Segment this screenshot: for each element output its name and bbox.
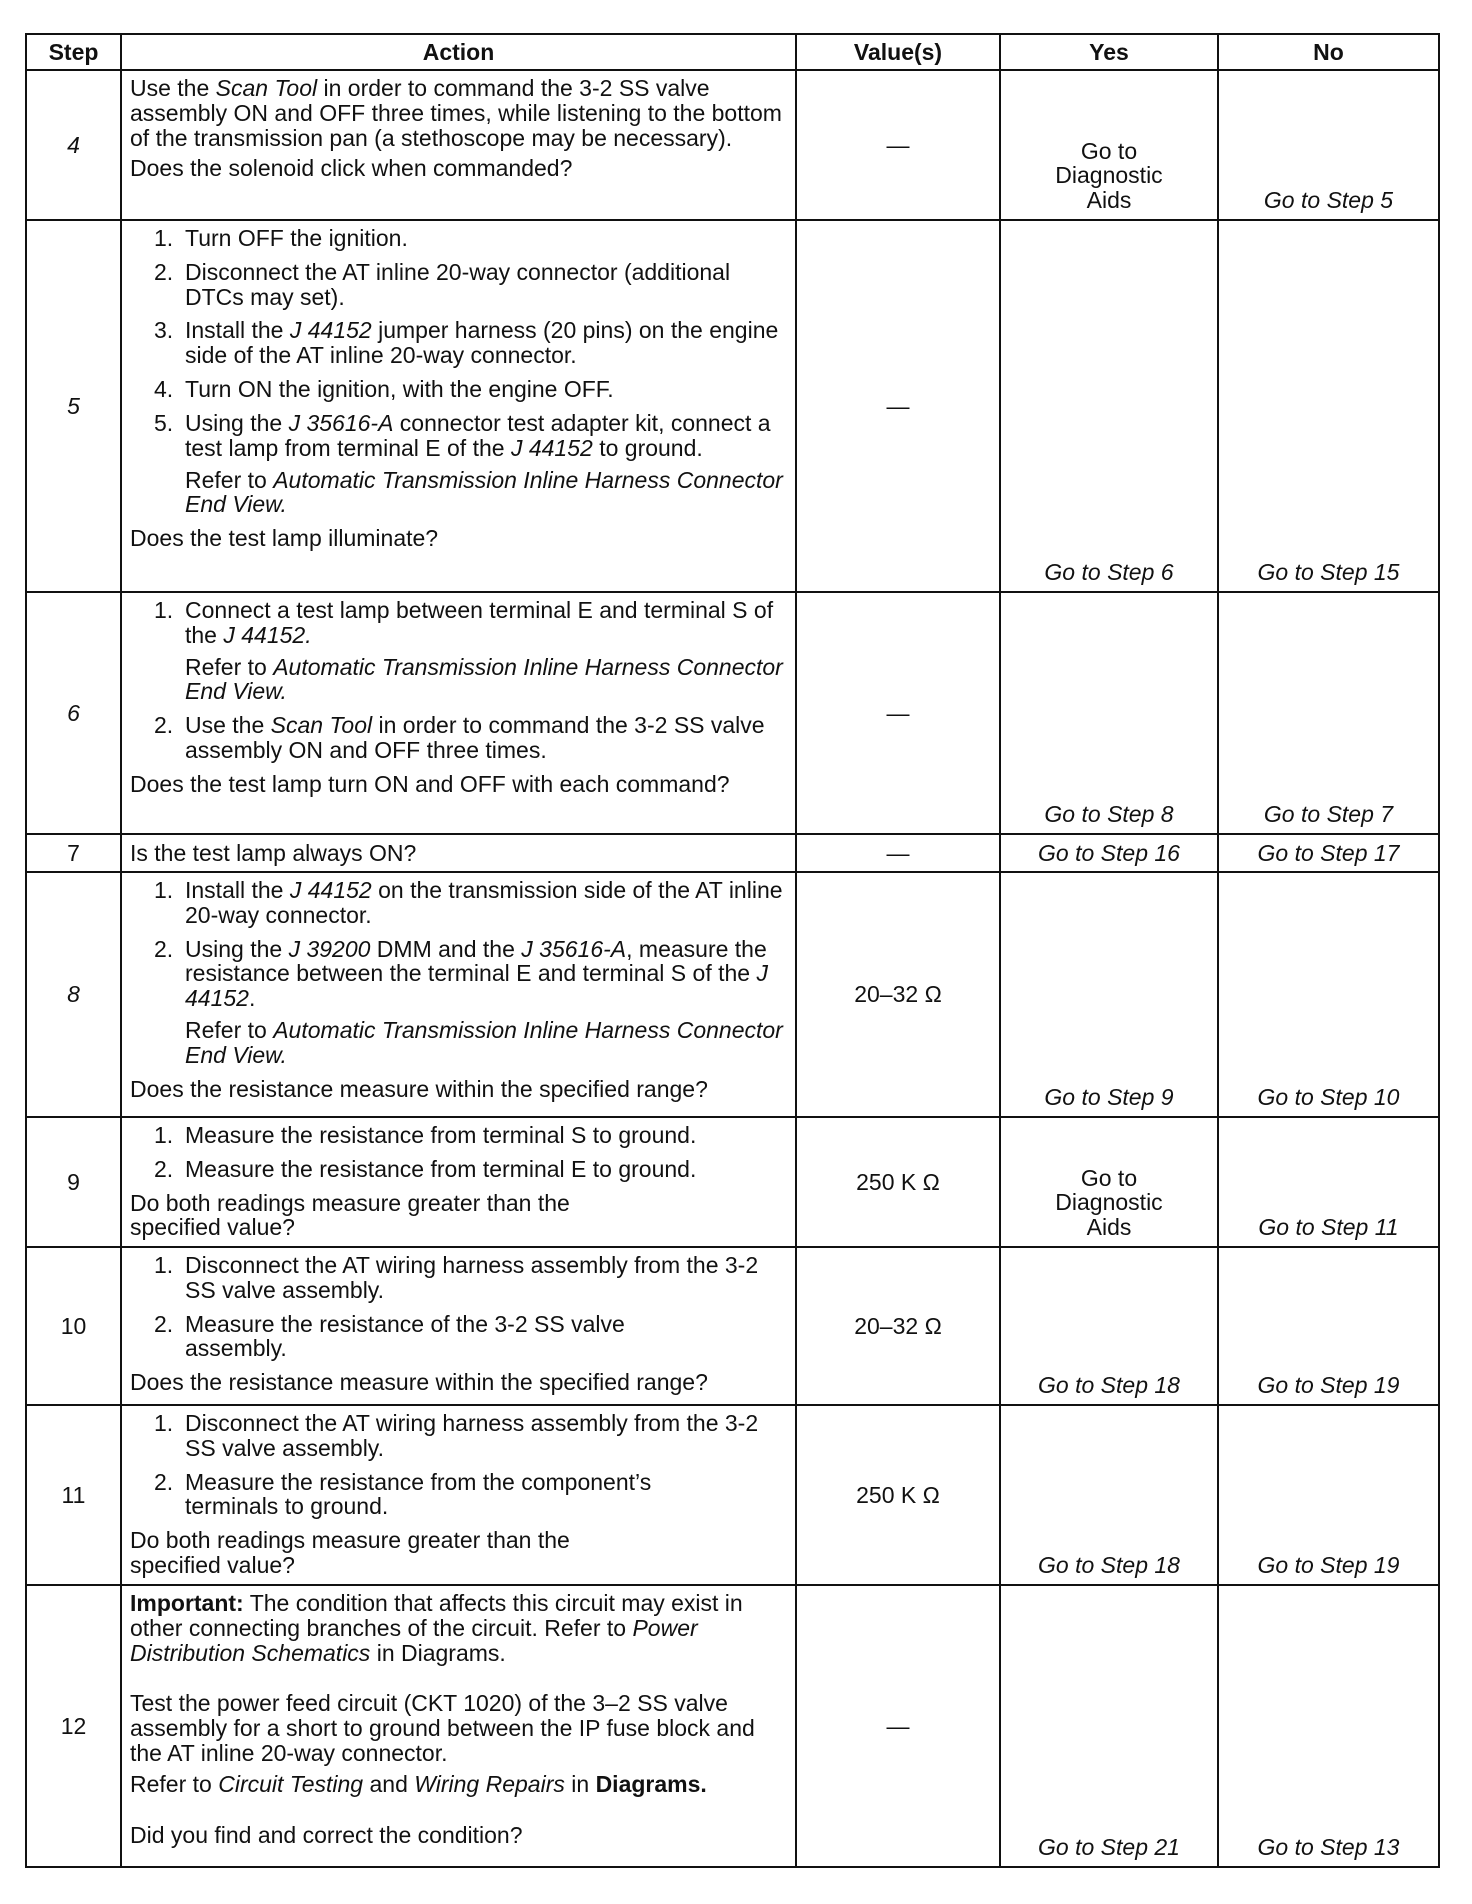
- table-row: [26, 592, 1439, 834]
- list-item: 1. Connect a test lamp between terminal E and terminal S of the J 44152.: [154, 597, 774, 648]
- action-question: Do both readings measure greater than the specified value?: [130, 1189, 570, 1241]
- action-cell: [121, 872, 796, 1117]
- yes-cell: Go to Step 6: [1000, 220, 1218, 592]
- action-steps: [130, 1253, 787, 1361]
- action-question: Does the resistance measure within the specified range?: [130, 1369, 708, 1396]
- step-number: 9: [26, 1117, 121, 1247]
- reference-note: Refer to Circuit Testing and Wiring Repairs in Diagrams.: [130, 1770, 707, 1797]
- action-question: Do both readings measure greater than the specified value?: [130, 1527, 570, 1579]
- action-cell: [121, 1117, 796, 1247]
- diagnostic-table: [25, 33, 1440, 1868]
- action-cell: [121, 1405, 796, 1585]
- value-cell: —: [796, 1585, 1000, 1867]
- value-cell: 20–32 Ω: [796, 1247, 1000, 1405]
- action-steps: [130, 226, 787, 461]
- action-question: Does the test lamp illuminate?: [130, 525, 439, 552]
- list-item: 2. Measure the resistance from the component’s terminals to ground.: [154, 1468, 652, 1520]
- step-number: 12: [26, 1585, 121, 1867]
- important-note: Important: The condition that affects this circuit may exist in other connecting branches of the circuit. Refer to Power Distribution Schematics in Diagrams.: [130, 1590, 743, 1666]
- yes-cell: Go to Step 8: [1000, 592, 1218, 834]
- table-row: [26, 872, 1439, 1117]
- yes-cell: Go to Step 18: [1000, 1405, 1218, 1585]
- no-cell: Go to Step 13: [1218, 1585, 1439, 1867]
- list-item: 1. Turn OFF the ignition.: [154, 225, 408, 251]
- table-row: [26, 834, 1439, 872]
- step-number: 7: [26, 834, 121, 872]
- action-cell: [121, 1247, 796, 1405]
- header-action: Action: [121, 34, 796, 70]
- action-question: Is the test lamp always ON?: [130, 839, 417, 866]
- list-item: 2. Measure the resistance of the 3-2 SS valve assembly.: [154, 1310, 625, 1362]
- step-number: 10: [26, 1247, 121, 1405]
- action-cell: [121, 1585, 796, 1867]
- header-yes: Yes: [1000, 34, 1218, 70]
- yes-cell: Go to Step 21: [1000, 1585, 1218, 1867]
- table-row: [26, 220, 1439, 592]
- table-row: [26, 1405, 1439, 1585]
- no-cell: Go to Step 15: [1218, 220, 1439, 592]
- list-item: 1. Measure the resistance from terminal S to ground.: [154, 1122, 697, 1148]
- yes-cell: Go to Diagnostic Aids: [1000, 1117, 1218, 1247]
- action-steps: [130, 1411, 787, 1519]
- value-cell: —: [796, 834, 1000, 872]
- no-cell: Go to Step 19: [1218, 1405, 1439, 1585]
- reference-note: Refer to Automatic Transmission Inline Harness Connector End View.: [185, 653, 783, 705]
- step-number: 6: [26, 592, 121, 834]
- header-row: [26, 34, 1439, 70]
- list-item: 5. Using the J 35616-A connector test adapter kit, connect a test lamp from terminal E of the J 44152 to ground.: [154, 409, 771, 461]
- list-item: 3. Install the J 44152 jumper harness (20 pins) on the engine side of the AT inline 20-way connector.: [154, 317, 779, 369]
- no-cell: Go to Step 17: [1218, 834, 1439, 872]
- value-cell: 250 K Ω: [796, 1405, 1000, 1585]
- yes-cell: Go to Step 18: [1000, 1247, 1218, 1405]
- header-values: Value(s): [796, 34, 1000, 70]
- header-no: No: [1218, 34, 1439, 70]
- yes-cell: Go to Diagnostic Aids: [1000, 70, 1218, 220]
- action-text: Use the Scan Tool in order to command the 3-2 SS valve assembly ON and OFF three times, while listening to the bottom of the transmission pan (a stethoscope may be necessary).: [130, 75, 782, 151]
- no-cell: Go to Step 7: [1218, 592, 1439, 834]
- action-question: Does the resistance measure within the specified range?: [130, 1075, 708, 1102]
- yes-cell: Go to Step 9: [1000, 872, 1218, 1117]
- test-instruction: Test the power feed circuit (CKT 1020) of the 3–2 SS valve assembly for a short to ground between the IP fuse block and the AT inline 20-way connector.: [130, 1690, 755, 1767]
- header-step: Step: [26, 34, 121, 70]
- no-cell: Go to Step 19: [1218, 1247, 1439, 1405]
- value-cell: —: [796, 220, 1000, 592]
- action-steps: [130, 598, 787, 648]
- action-cell: [121, 70, 796, 220]
- step-number: 4: [26, 70, 121, 220]
- action-question: Did you find and correct the condition?: [130, 1821, 523, 1848]
- no-cell: Go to Step 10: [1218, 872, 1439, 1117]
- no-cell: Go to Step 11: [1218, 1117, 1439, 1247]
- value-cell: —: [796, 592, 1000, 834]
- step-number: 5: [26, 220, 121, 592]
- action-question: Does the test lamp turn ON and OFF with each command?: [130, 770, 730, 797]
- step-number: 11: [26, 1405, 121, 1585]
- value-cell: 250 K Ω: [796, 1117, 1000, 1247]
- list-item: 1. Disconnect the AT wiring harness assembly from the 3-2 SS valve assembly.: [154, 1252, 759, 1303]
- action-steps: [130, 1123, 787, 1182]
- table-row: [26, 1117, 1439, 1247]
- step-number: 8: [26, 872, 121, 1117]
- reference-note: Refer to Automatic Transmission Inline Harness Connector End View.: [185, 1017, 783, 1068]
- list-item: 2. Use the Scan Tool in order to command the 3-2 SS valve assembly ON and OFF three times.: [154, 712, 765, 764]
- list-item: 1. Install the J 44152 on the transmission side of the AT inline 20-way connector.: [154, 877, 783, 928]
- action-question: Does the solenoid click when commanded?: [130, 155, 573, 182]
- table-row: [26, 1247, 1439, 1405]
- value-cell: —: [796, 70, 1000, 220]
- list-item: 1. Disconnect the AT wiring harness assembly from the 3-2 SS valve assembly.: [154, 1410, 759, 1461]
- reference-note: Refer to Automatic Transmission Inline Harness Connector End View.: [185, 466, 783, 518]
- action-cell: [121, 220, 796, 592]
- no-cell: Go to Step 5: [1218, 70, 1439, 220]
- list-item: 2. Disconnect the AT inline 20-way connector (additional DTCs may set).: [154, 258, 731, 310]
- action-steps: [130, 713, 787, 763]
- value-cell: 20–32 Ω: [796, 872, 1000, 1117]
- action-steps: [130, 878, 787, 1011]
- action-cell: [121, 834, 796, 872]
- table-row: [26, 70, 1439, 220]
- action-cell: [121, 592, 796, 834]
- table-row: [26, 1585, 1439, 1867]
- list-item: 2. Using the J 39200 DMM and the J 35616-A, measure the resistance between the terminal E and terminal S of the J 44152.: [154, 935, 768, 1012]
- yes-cell: Go to Step 16: [1000, 834, 1218, 872]
- list-item: 2. Measure the resistance from terminal E to ground.: [154, 1155, 697, 1182]
- list-item: 4. Turn ON the ignition, with the engine OFF.: [154, 376, 614, 403]
